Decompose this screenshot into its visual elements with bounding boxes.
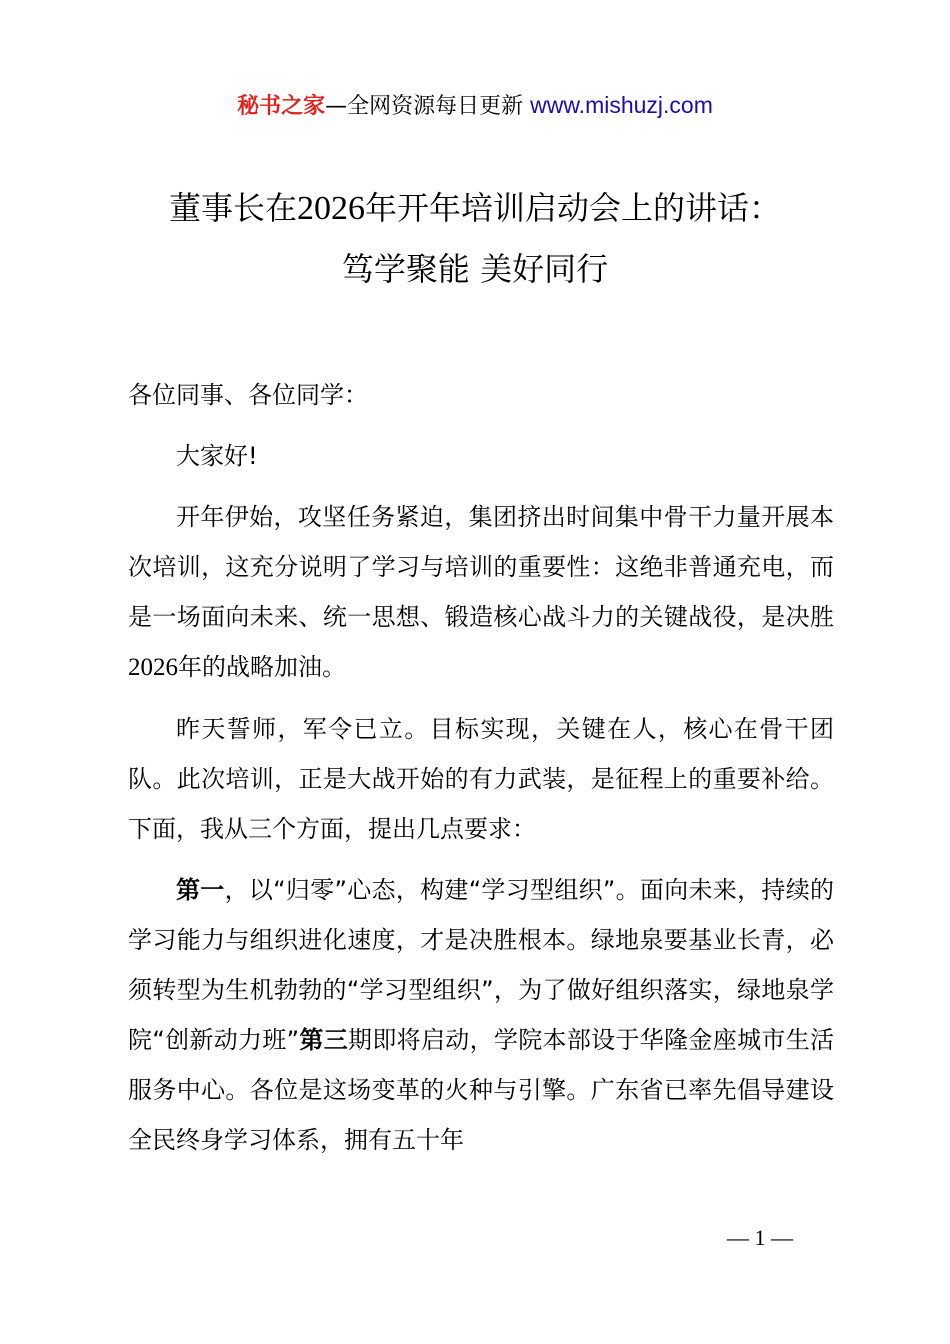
paragraph-1-part-b: 年的战略加油。: [178, 653, 346, 681]
site-header: [0, 87, 950, 125]
title-line-1-part-b: 年开年培训启动会上的讲话：: [365, 189, 782, 227]
paragraph-3-lead: 第一: [176, 876, 225, 904]
title-line-2: 笃学聚能 美好同行: [341, 250, 609, 288]
paragraph-3: [128, 865, 834, 1165]
brand-name: 秘书之家: [237, 94, 326, 119]
greeting: 大家好!: [176, 442, 258, 470]
paragraph-1-year: 2026: [128, 654, 178, 681]
document-body: [128, 370, 834, 1176]
paragraph-3-part-b: 期即将启动，学院本部设于华隆金座城市生活服务中心。各位是这场变革的火种与引擎。广东省已率先倡导建设全民终身学习体系，拥有五十年: [128, 1026, 835, 1154]
header-tagline: —全网资源每日更新: [325, 94, 524, 119]
title-line-1: [0, 178, 950, 239]
paragraph-1: [128, 492, 834, 693]
paragraph-3-bold-term: 第三: [299, 1026, 349, 1054]
paragraph-1-part-a: 开年伊始，攻坚任务紧迫，集团挤出时间集中骨干力量开展本次培训，这充分说明了学习与培训的重要性：这绝非普通充电，而是一场面向未来、统一思想、锻造核心战斗力的关键战役，是决胜: [128, 503, 834, 631]
title-year: 2026: [297, 190, 365, 227]
site-url-link[interactable]: www.mishuzj.com: [530, 92, 713, 118]
salutation: 各位同事、各位同学：: [128, 381, 368, 409]
document-title: [0, 178, 950, 299]
title-line-1-part-a: 董事长在: [168, 189, 297, 227]
paragraph-3-part-a: ，以“归零”心态，构建“学习型组织”。面向未来，持续的学习能力与组织进化速度，才是决胜根本。绿地泉要基业长青，必须转型为生机勃勃的“学习型组织”，为了做好组织落实，绿地泉学院“创新动力班”: [128, 876, 835, 1054]
paragraph-2: 昨天誓师，军令已立。目标实现，关键在人，核心在骨干团队。此次培训，正是大战开始的有力武装，是征程上的重要补给。下面，我从三个方面，提出几点要求：: [128, 715, 834, 843]
page-number: — 1 —: [727, 1225, 793, 1250]
